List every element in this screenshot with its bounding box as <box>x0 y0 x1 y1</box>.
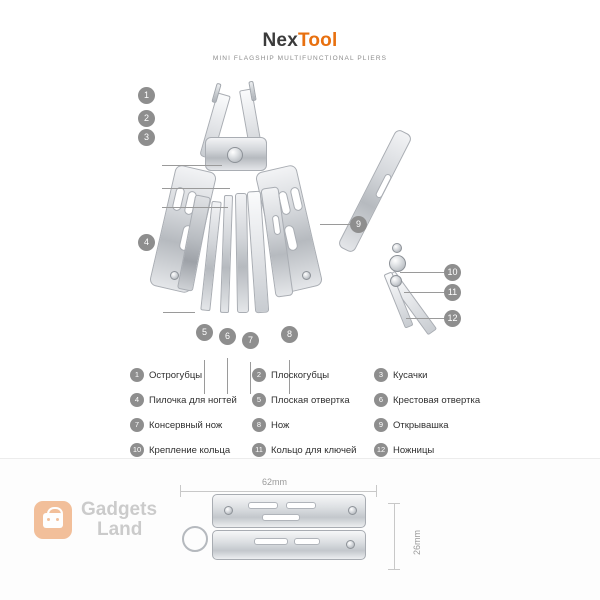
legend-label: Нож <box>271 419 290 431</box>
scissors-pivot <box>389 255 406 272</box>
watermark-text <box>81 500 157 540</box>
keyring-icon <box>182 526 208 552</box>
legend-number: 2 <box>252 368 266 382</box>
legend-list <box>130 368 490 457</box>
watermark-line-1: Gadgets <box>81 499 158 520</box>
legend-item <box>252 368 368 382</box>
multitool-open-view <box>150 75 460 355</box>
legend-item <box>374 368 490 382</box>
legend-item <box>252 418 368 432</box>
legend-number: 3 <box>374 368 388 382</box>
height-dimension-tick-top <box>388 503 400 504</box>
width-dimension-label: 62mm <box>262 477 288 487</box>
closed-body-slot-2 <box>286 502 316 509</box>
legend-number: 11 <box>252 443 266 457</box>
width-dimension-tick-right <box>376 485 377 497</box>
legend-number: 8 <box>252 418 266 432</box>
brand-name-part2: Tool <box>297 30 338 51</box>
legend-number: 9 <box>374 418 388 432</box>
legend-item <box>130 443 246 457</box>
legend-item <box>252 443 368 457</box>
tool-can-opener <box>235 193 249 313</box>
callout-marker-7[interactable]: 7 <box>242 332 259 349</box>
legend-label: Плоская отвертка <box>271 394 350 406</box>
closed-body-slot-1 <box>248 502 278 509</box>
robot-eyes-icon <box>47 518 59 522</box>
legend-item <box>130 418 246 432</box>
callout-marker-4[interactable]: 4 <box>138 234 155 251</box>
robot-badge-icon <box>34 501 72 539</box>
product-illustration <box>0 70 600 360</box>
tool-scissors-arm <box>337 128 413 254</box>
legend-label: Консервный нож <box>149 419 223 431</box>
closed-body-rivet-left <box>224 506 233 515</box>
plier-pivot <box>227 147 243 163</box>
legend-label: Пилочка для ногтей <box>149 394 237 406</box>
legend-label: Кусачки <box>393 369 428 381</box>
legend-number: 1 <box>130 368 144 382</box>
lead-line-2 <box>162 188 230 189</box>
legend-label: Плоскогубцы <box>271 369 330 381</box>
callout-marker-1[interactable]: 1 <box>138 87 155 104</box>
legend-item <box>130 393 246 407</box>
callout-marker-6[interactable]: 6 <box>219 328 236 345</box>
legend-number: 5 <box>252 393 266 407</box>
brand-header <box>0 30 600 62</box>
lead-line-1 <box>162 165 222 166</box>
keyring-mount <box>392 243 402 253</box>
legend-number: 12 <box>374 443 388 457</box>
legend-label: Ножницы <box>393 444 435 456</box>
callout-marker-2[interactable]: 2 <box>138 110 155 127</box>
legend-item <box>374 443 490 457</box>
brand-subtitle: MINI FLAGSHIP MULTIFUNCTIONAL PLIERS <box>212 55 388 62</box>
handle-right-rivet <box>302 271 311 280</box>
height-dimension-line <box>394 503 395 569</box>
closed-body-rivet-right <box>348 506 357 515</box>
width-dimension-tick-left <box>180 485 181 497</box>
legend-label: Крестовая отвертка <box>393 394 481 406</box>
height-dimension-label: 26mm <box>412 529 422 555</box>
closed-body-slot-5 <box>294 538 320 545</box>
legend-item <box>374 418 490 432</box>
legend-label: Кольцо для ключей <box>271 444 357 456</box>
legend-item <box>374 393 490 407</box>
lead-line-10 <box>400 272 444 273</box>
legend-label: Открывашка <box>393 419 449 431</box>
multitool-closed-view <box>196 490 368 568</box>
lead-line-12 <box>406 318 446 319</box>
legend-number: 4 <box>130 393 144 407</box>
legend-item <box>252 393 368 407</box>
lead-line-9 <box>320 224 350 225</box>
closed-body-rivet-bottom <box>346 540 355 549</box>
legend-number: 7 <box>130 418 144 432</box>
callout-marker-12[interactable]: 12 <box>444 310 461 327</box>
legend-label: Острогубцы <box>149 369 203 381</box>
height-dimension-tick-bottom <box>388 569 400 570</box>
callout-marker-8[interactable]: 8 <box>281 326 298 343</box>
lead-line-11 <box>404 292 444 293</box>
tool-phillips-screwdriver <box>220 195 233 313</box>
closed-body-lower <box>212 530 366 560</box>
closed-body-slot-3 <box>262 514 300 521</box>
watermark <box>34 500 157 540</box>
watermark-line-2: Land <box>97 518 143 540</box>
callout-marker-9[interactable]: 9 <box>350 216 367 233</box>
legend-label: Крепление кольца <box>149 444 231 456</box>
closed-body-upper <box>212 494 366 528</box>
legend-number: 6 <box>374 393 388 407</box>
legend-number: 10 <box>130 443 144 457</box>
closed-body-slot-4 <box>254 538 288 545</box>
callout-marker-10[interactable]: 10 <box>444 264 461 281</box>
keyring-loop <box>390 275 402 287</box>
callout-marker-11[interactable]: 11 <box>444 284 461 301</box>
brand-name-part1: Nex <box>262 30 298 51</box>
handle-left-rivet <box>170 271 179 280</box>
legend-item <box>130 368 246 382</box>
brand-name <box>0 30 600 52</box>
callout-marker-5[interactable]: 5 <box>196 324 213 341</box>
lead-line-3 <box>162 207 228 208</box>
lead-line-4 <box>163 312 195 313</box>
callout-marker-3[interactable]: 3 <box>138 129 155 146</box>
